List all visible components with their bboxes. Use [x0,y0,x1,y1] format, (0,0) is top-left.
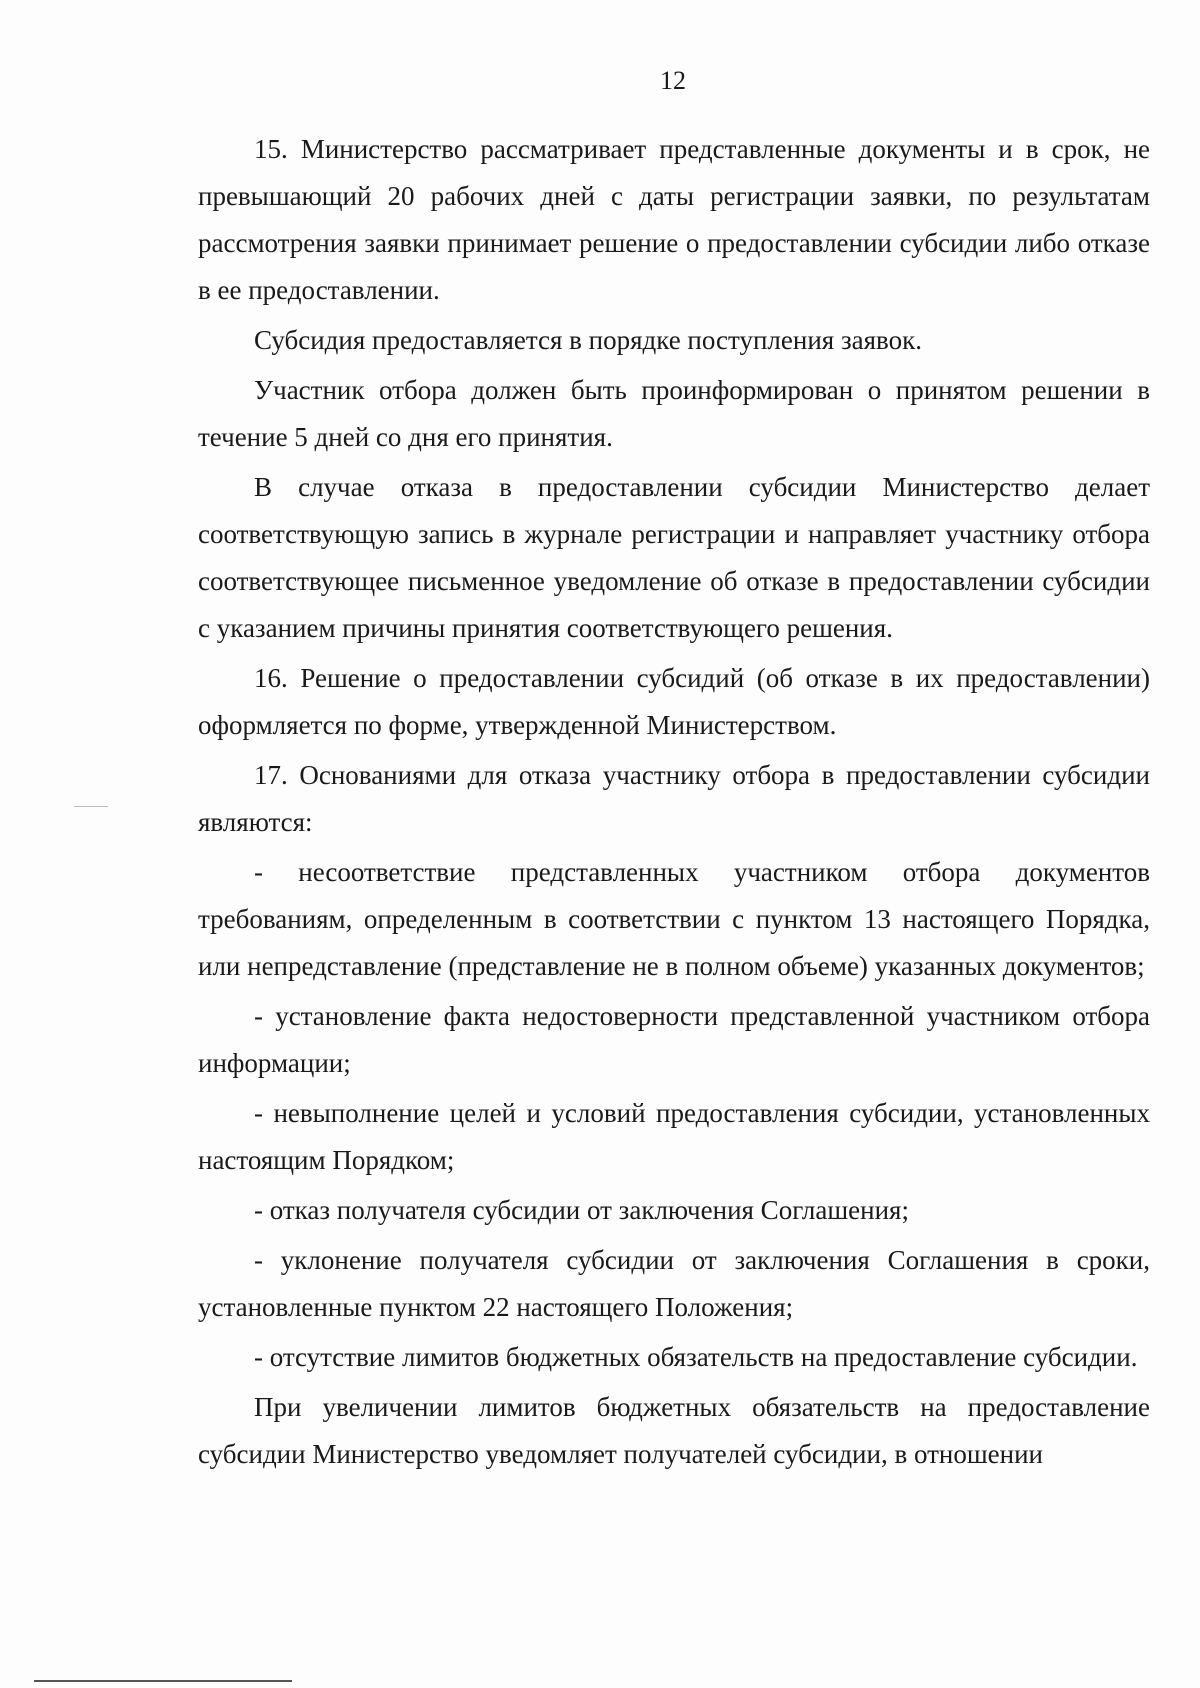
list-item-nonfulfillment: - невыполнение целей и условий предоставления субсидии, установленных настоящим Порядком; [198,1098,1150,1175]
page-number: 12 [660,66,686,95]
margin-mark [74,806,108,807]
paragraph-participant-notice: Участник отбора должен быть проинформирован о принятом решении в течение 5 дней со дня его принятия. [198,375,1150,452]
list-item-no-limits: - отсутствие лимитов бюджетных обязательств на предоставление субсидии. [254,1342,1138,1372]
paragraph-15: 15. Министерство рассматривает представленные документы и в срок, не превышающий 20 рабочих дней с даты регистрации заявки, по результатам рассмотрения заявки принимает решение о предоставлении субсидии либо отказе в ее предоставлении. [198,134,1150,305]
paragraph-refusal-case: В случае отказа в предоставлении субсидии Министерство делает соответствующую запись в журнале регистрации и направляет участнику отбора соответствующее письменное уведомление об отказе в предоставлении субсидии с указанием причины принятия соответствующего решения. [198,472,1150,643]
paragraph-subsidy-order: Субсидия предоставляется в порядке поступления заявок. [254,325,922,355]
paragraph-17: 17. Основаниями для отказа участнику отбора в предоставлении субсидии являются: [198,760,1150,837]
bottom-rule [34,1680,292,1682]
paragraph-16: 16. Решение о предоставлении субсидий (об отказе в их предоставлении) оформляется по форме, утвержденной Министерством. [198,663,1150,740]
list-item-evasion-agreement: - уклонение получателя субсидии от заключения Соглашения в сроки, установленные пунктом 22 настоящего Положения; [198,1245,1150,1322]
paragraph-limits-increase: При увеличении лимитов бюджетных обязательств на предоставление субсидии Министерство уведомляет получателей субсидии, в отношении [198,1392,1150,1469]
list-item-refusal-agreement: - отказ получателя субсидии от заключения Соглашения; [254,1195,909,1225]
document-body [198,126,1150,1478]
list-item-false-info: - установление факта недостоверности представленной участником отбора информации; [198,1001,1150,1078]
list-item-noncompliance: - несоответствие представленных участником отбора документов требованиям, определенным в соответствии с пунктом 13 настоящего Порядка, или непредставление (представление не в полном объеме) указанных документов; [198,857,1150,981]
